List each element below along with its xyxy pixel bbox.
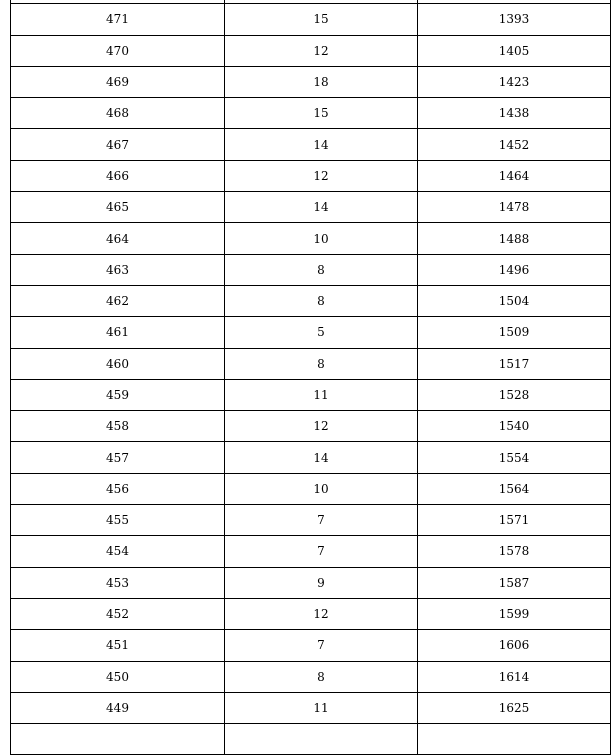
table-row [11,348,611,379]
table-cell: 7 [225,505,418,536]
table-cell: 1452 [418,129,611,160]
table-cell: 8 [225,661,418,692]
table-cell: 1614 [418,661,611,692]
table-row [11,254,611,285]
table-cell: 451 [11,630,225,661]
table-cell: 1571 [418,505,611,536]
table-cell: 7 [225,630,418,661]
table-cell: 1587 [418,567,611,598]
table-row [11,442,611,473]
table-row [11,598,611,629]
table-cell: 10 [225,473,418,504]
table-cell: 460 [11,348,225,379]
table-cell: 8 [225,348,418,379]
table-row [11,4,611,35]
table-cell: 462 [11,285,225,316]
table-row [11,35,611,66]
table-cell: 7 [225,536,418,567]
table-row [11,66,611,97]
table-cell: 1625 [418,692,611,723]
table-cell: 5 [225,317,418,348]
table-cell: 453 [11,567,225,598]
table-cell: 471 [11,4,225,35]
table-cell: 12 [225,411,418,442]
table-cell: 1504 [418,285,611,316]
table-cell: 1509 [418,317,611,348]
table-row [11,505,611,536]
table-cell: 1423 [418,66,611,97]
table-row [11,379,611,410]
table-cell: 454 [11,536,225,567]
table-row [11,129,611,160]
table-cell: 14 [225,129,418,160]
table-cell: 1599 [418,598,611,629]
table-cell: 469 [11,66,225,97]
table-cell: 465 [11,192,225,223]
table-cell: 461 [11,317,225,348]
table-cell: 1496 [418,254,611,285]
table-row [11,192,611,223]
table-row [11,536,611,567]
table-row [11,473,611,504]
table-cell: 470 [11,35,225,66]
table-cell: 455 [11,505,225,536]
table-row [11,285,611,316]
table-cell: 1606 [418,630,611,661]
table-cell: 1528 [418,379,611,410]
table-row [11,160,611,191]
table-cell: 1578 [418,536,611,567]
table-cell [11,724,225,755]
table-cell: 450 [11,661,225,692]
table-cell: 1540 [418,411,611,442]
table-row [11,692,611,723]
table-cell: 1564 [418,473,611,504]
table-cell: 456 [11,473,225,504]
table-cell: 12 [225,35,418,66]
table-cell: 1464 [418,160,611,191]
table-cell: 459 [11,379,225,410]
table-cell: 12 [225,160,418,191]
table-row [11,724,611,755]
table-cell: 1488 [418,223,611,254]
table-body [11,0,611,755]
table-row [11,661,611,692]
table-cell: 458 [11,411,225,442]
table-row [11,411,611,442]
table-cell [225,724,418,755]
table-cell: 467 [11,129,225,160]
table-row [11,98,611,129]
data-table [10,0,611,755]
table-cell: 10 [225,223,418,254]
table-cell: 8 [225,254,418,285]
table-cell: 9 [225,567,418,598]
table-cell: 463 [11,254,225,285]
table-row [11,223,611,254]
table-cell [418,724,611,755]
table-cell: 1405 [418,35,611,66]
table-cell: 15 [225,98,418,129]
table-cell: 452 [11,598,225,629]
table-cell: 464 [11,223,225,254]
table-cell: 1438 [418,98,611,129]
table-cell: 11 [225,692,418,723]
table-cell: 14 [225,442,418,473]
table-row [11,630,611,661]
table-cell: 468 [11,98,225,129]
table-cell: 466 [11,160,225,191]
table-cell: 12 [225,598,418,629]
table-cell: 1517 [418,348,611,379]
table-cell: 11 [225,379,418,410]
table-cell: 18 [225,66,418,97]
table-cell: 1554 [418,442,611,473]
table-cell: 14 [225,192,418,223]
table-row [11,317,611,348]
table-cell: 1478 [418,192,611,223]
table-cell: 457 [11,442,225,473]
table-cell: 8 [225,285,418,316]
table-row [11,567,611,598]
table-cell: 15 [225,4,418,35]
table-container [10,0,610,755]
table-cell: 449 [11,692,225,723]
table-cell: 1393 [418,4,611,35]
